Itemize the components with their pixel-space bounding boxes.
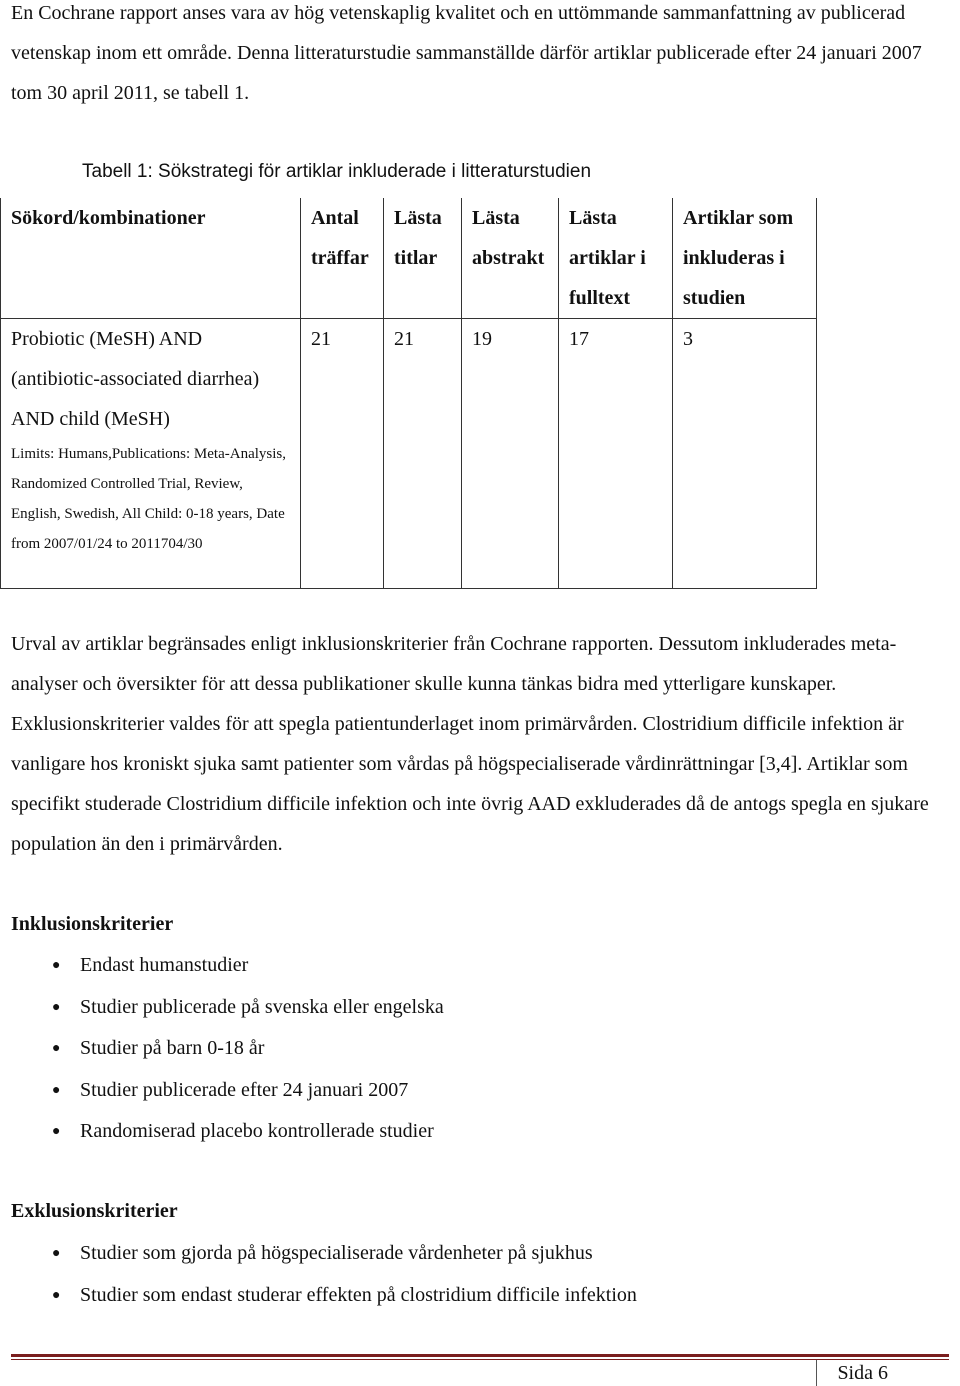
inclusion-list — [52, 945, 444, 1153]
list-item: ● Studier på barn 0-18 år — [52, 1028, 444, 1070]
table-header-row — [1, 198, 817, 319]
header-included: Artiklar som inkluderas i studien — [673, 198, 817, 319]
selection-paragraph: Urval av artiklar begränsades enligt inklusionskriterier från Cochrane rapporten. Dessutom inkluderades meta-analyser och översikter för att dessa publikationer skulle kunna tänkas bidra med ytterligare kunskaper. Exklusionskriterier valdes för att spegla patientunderlaget inom primärvården. Clostridium difficile infektion är vanligare hos kroniskt sjuka samt patienter som vårdas på högspecialiserade vårdinrättningar [3,4]. Artiklar som specifikt studerade Clostridium difficile infektion och inte övrig AAD exkluderades då de antogs spegla en sjukare population än den i primärvården. — [11, 633, 929, 855]
exclusion-heading: Exklusionskriterier — [11, 1200, 178, 1222]
cell-titles: 21 — [384, 319, 462, 589]
cell-query — [1, 319, 301, 589]
header-read-titles: Lästa titlar — [384, 198, 462, 319]
cell-fulltext: 17 — [559, 319, 673, 589]
list-item: ● Randomiserad placebo kontrollerade studier — [52, 1111, 444, 1153]
list-item: ● Studier som endast studerar effekten på clostridium difficile infektion — [52, 1275, 637, 1317]
table-caption: Tabell 1: Sökstrategi för artiklar inkluderade i litteraturstudien — [82, 161, 592, 182]
intro-paragraph: En Cochrane rapport anses vara av hög vetenskaplig kvalitet och en uttömmande sammanfattning av publicerad vetenskap inom ett område. Denna litteraturstudie sammanställde därför artiklar publicerade efter 24 januari 2007 tom 30 april 2011, se tabell 1. — [11, 2, 922, 104]
cell-hits: 21 — [301, 319, 384, 589]
list-item: ● Studier som gjorda på högspecialiserade vårdenheter på sjukhus — [52, 1233, 637, 1275]
limits-text: Limits: Humans,Publications: Meta-Analysis, Randomized Controlled Trial, Review, English, Swedish, All Child: 0-18 years, Date from 2007/01/24 to 2011704/30 — [11, 446, 286, 552]
table-row — [1, 319, 817, 589]
cell-included: 3 — [673, 319, 817, 589]
page-number: Sida 6 — [837, 1362, 888, 1384]
cell-abstracts: 19 — [462, 319, 559, 589]
footer-rule — [11, 1354, 949, 1357]
query-text: Probiotic (MeSH) AND (antibiotic-associated diarrhea) AND child (MeSH) — [11, 328, 260, 430]
list-item: ● Endast humanstudier — [52, 945, 444, 987]
search-strategy-table — [0, 198, 817, 589]
header-search-terms: Sökord/kombinationer — [1, 198, 301, 319]
list-item: ● Studier publicerade efter 24 januari 2007 — [52, 1070, 444, 1112]
footer-rule-thin — [11, 1359, 949, 1360]
header-hits: Antal träffar — [301, 198, 384, 319]
exclusion-list — [52, 1233, 637, 1316]
list-item: ● Studier publicerade på svenska eller engelska — [52, 987, 444, 1029]
header-read-fulltext: Lästa artiklar i fulltext — [559, 198, 673, 319]
inclusion-heading: Inklusionskriterier — [11, 913, 174, 935]
page-number-separator — [816, 1360, 817, 1386]
header-read-abstracts: Lästa abstrakt — [462, 198, 559, 319]
